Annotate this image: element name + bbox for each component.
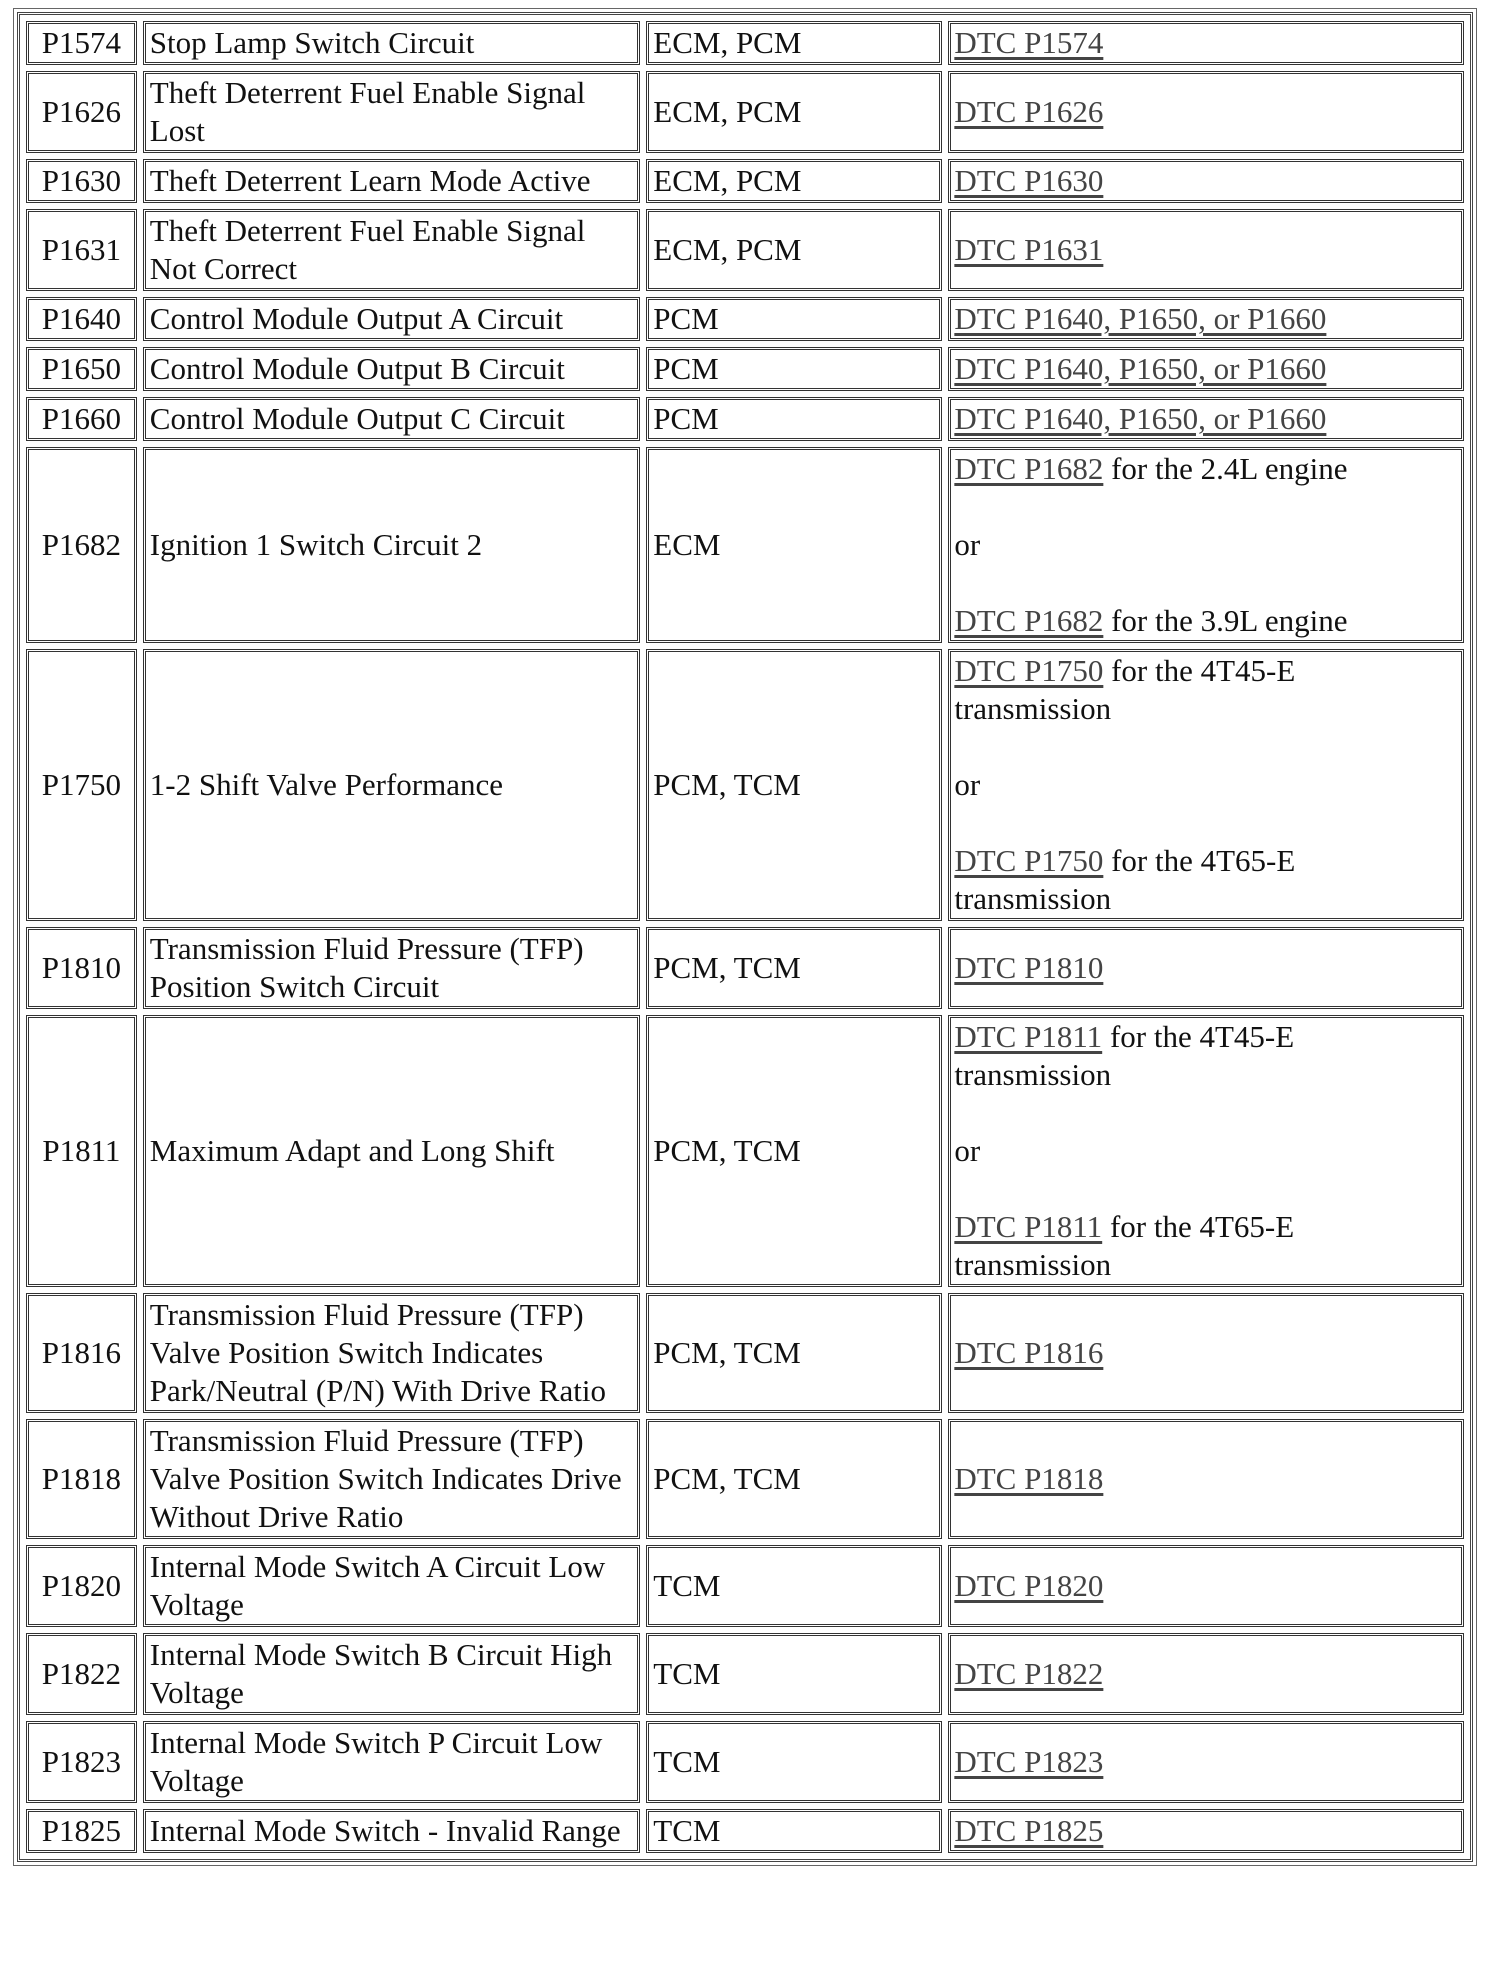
dtc-code: P1574 xyxy=(26,21,137,65)
table-row xyxy=(26,159,1464,203)
dtc-description: 1-2 Shift Valve Performance xyxy=(143,649,641,921)
dtc-code: P1750 xyxy=(26,649,137,921)
dtc-modules: PCM xyxy=(646,397,942,441)
diagnostic-cell xyxy=(948,649,1464,921)
dtc-link[interactable]: DTC P1810 xyxy=(954,950,1104,985)
link-suffix: for the 4T65-E transmission xyxy=(954,1209,1295,1282)
dtc-description: Theft Deterrent Fuel Enable Signal Lost xyxy=(143,71,641,153)
or-text: or xyxy=(954,527,981,562)
dtc-description: Internal Mode Switch P Circuit Low Voltage xyxy=(143,1721,641,1803)
diagnostic-cell xyxy=(948,347,1464,391)
dtc-code: P1816 xyxy=(26,1293,137,1413)
dtc-code: P1825 xyxy=(26,1809,137,1853)
dtc-modules: ECM, PCM xyxy=(646,159,942,203)
diagnostic-cell xyxy=(948,1633,1464,1715)
table-row xyxy=(26,1545,1464,1627)
diagnostic-cell xyxy=(948,1721,1464,1803)
diagnostic-cell xyxy=(948,1015,1464,1287)
dtc-code: P1820 xyxy=(26,1545,137,1627)
dtc-code: P1640 xyxy=(26,297,137,341)
table-row xyxy=(26,1633,1464,1715)
dtc-link[interactable]: DTC P1626 xyxy=(954,94,1104,129)
dtc-link[interactable]: DTC P1816 xyxy=(954,1335,1104,1370)
dtc-modules: ECM xyxy=(646,447,942,643)
table-row xyxy=(26,347,1464,391)
diagnostic-cell xyxy=(948,447,1464,643)
dtc-description: Ignition 1 Switch Circuit 2 xyxy=(143,447,641,643)
dtc-code: P1810 xyxy=(26,927,137,1009)
dtc-link[interactable]: DTC P1682 xyxy=(954,451,1104,486)
diagnostic-cell xyxy=(948,297,1464,341)
dtc-description: Maximum Adapt and Long Shift xyxy=(143,1015,641,1287)
table-row xyxy=(26,209,1464,291)
diagnostic-cell xyxy=(948,209,1464,291)
dtc-modules: PCM, TCM xyxy=(646,927,942,1009)
dtc-description: Internal Mode Switch A Circuit Low Voltage xyxy=(143,1545,641,1627)
dtc-description: Control Module Output C Circuit xyxy=(143,397,641,441)
diagnostic-cell xyxy=(948,1419,1464,1539)
dtc-code: P1630 xyxy=(26,159,137,203)
dtc-code: P1823 xyxy=(26,1721,137,1803)
or-text: or xyxy=(954,767,981,802)
dtc-link[interactable]: DTC P1825 xyxy=(954,1813,1104,1848)
dtc-description: Theft Deterrent Fuel Enable Signal Not Correct xyxy=(143,209,641,291)
diagnostic-cell xyxy=(948,1545,1464,1627)
dtc-link[interactable]: DTC P1631 xyxy=(954,232,1104,267)
table-row xyxy=(26,71,1464,153)
dtc-link[interactable]: DTC P1574 xyxy=(954,25,1104,60)
dtc-modules: PCM, TCM xyxy=(646,1015,942,1287)
dtc-table xyxy=(17,12,1473,1862)
dtc-link[interactable]: DTC P1820 xyxy=(954,1568,1104,1603)
dtc-description: Control Module Output A Circuit xyxy=(143,297,641,341)
dtc-link[interactable]: DTC P1750 xyxy=(954,653,1104,688)
dtc-description: Control Module Output B Circuit xyxy=(143,347,641,391)
link-suffix: for the 4T45-E transmission xyxy=(954,1019,1295,1092)
dtc-link[interactable]: DTC P1818 xyxy=(954,1461,1104,1496)
dtc-link[interactable]: DTC P1640, P1650, or P1660 xyxy=(954,301,1327,336)
dtc-code: P1811 xyxy=(26,1015,137,1287)
diagnostic-cell xyxy=(948,1809,1464,1853)
dtc-link[interactable]: DTC P1823 xyxy=(954,1744,1104,1779)
dtc-modules: TCM xyxy=(646,1633,942,1715)
dtc-description: Internal Mode Switch - Invalid Range xyxy=(143,1809,641,1853)
dtc-modules: ECM, PCM xyxy=(646,71,942,153)
dtc-modules: TCM xyxy=(646,1721,942,1803)
table-row xyxy=(26,297,1464,341)
dtc-code: P1650 xyxy=(26,347,137,391)
dtc-description: Transmission Fluid Pressure (TFP) Position Switch Circuit xyxy=(143,927,641,1009)
dtc-link[interactable]: DTC P1750 xyxy=(954,843,1104,878)
diagnostic-cell xyxy=(948,397,1464,441)
dtc-modules: PCM, TCM xyxy=(646,1293,942,1413)
diagnostic-cell xyxy=(948,21,1464,65)
table-row xyxy=(26,397,1464,441)
dtc-link[interactable]: DTC P1630 xyxy=(954,163,1104,198)
link-suffix: for the 2.4L engine xyxy=(1103,451,1348,486)
dtc-code: P1626 xyxy=(26,71,137,153)
table-row xyxy=(26,1293,1464,1413)
dtc-modules: TCM xyxy=(646,1545,942,1627)
dtc-modules: PCM xyxy=(646,297,942,341)
dtc-modules: PCM, TCM xyxy=(646,1419,942,1539)
link-suffix: for the 3.9L engine xyxy=(1103,603,1348,638)
or-text: or xyxy=(954,1133,981,1168)
dtc-description: Theft Deterrent Learn Mode Active xyxy=(143,159,641,203)
dtc-code: P1822 xyxy=(26,1633,137,1715)
dtc-link[interactable]: DTC P1822 xyxy=(954,1656,1104,1691)
table-row xyxy=(26,1809,1464,1853)
link-suffix: for the 4T65-E transmission xyxy=(954,843,1296,916)
dtc-code: P1818 xyxy=(26,1419,137,1539)
dtc-modules: TCM xyxy=(646,1809,942,1853)
dtc-description: Transmission Fluid Pressure (TFP) Valve Position Switch Indicates Drive Without Drive Ratio xyxy=(143,1419,641,1539)
link-suffix: for the 4T45-E transmission xyxy=(954,653,1296,726)
diagnostic-cell xyxy=(948,159,1464,203)
table-row xyxy=(26,447,1464,643)
dtc-description: Internal Mode Switch B Circuit High Voltage xyxy=(143,1633,641,1715)
dtc-modules: PCM xyxy=(646,347,942,391)
dtc-link[interactable]: DTC P1811 xyxy=(954,1019,1103,1054)
dtc-code: P1682 xyxy=(26,447,137,643)
table-row xyxy=(26,927,1464,1009)
table-row xyxy=(26,21,1464,65)
dtc-link[interactable]: DTC P1640, P1650, or P1660 xyxy=(954,351,1327,386)
diagnostic-cell xyxy=(948,1293,1464,1413)
dtc-code: P1631 xyxy=(26,209,137,291)
dtc-modules: ECM, PCM xyxy=(646,209,942,291)
table-row xyxy=(26,649,1464,921)
table-row xyxy=(26,1419,1464,1539)
diagnostic-cell xyxy=(948,927,1464,1009)
dtc-link[interactable]: DTC P1640, P1650, or P1660 xyxy=(954,401,1327,436)
dtc-modules: ECM, PCM xyxy=(646,21,942,65)
dtc-modules: PCM, TCM xyxy=(646,649,942,921)
table-row xyxy=(26,1721,1464,1803)
dtc-description: Transmission Fluid Pressure (TFP) Valve Position Switch Indicates Park/Neutral (P/N) With Drive Ratio xyxy=(143,1293,641,1413)
dtc-link[interactable]: DTC P1682 xyxy=(954,603,1104,638)
table-row xyxy=(26,1015,1464,1287)
dtc-description: Stop Lamp Switch Circuit xyxy=(143,21,641,65)
dtc-link[interactable]: DTC P1811 xyxy=(954,1209,1103,1244)
dtc-code: P1660 xyxy=(26,397,137,441)
diagnostic-cell xyxy=(948,71,1464,153)
